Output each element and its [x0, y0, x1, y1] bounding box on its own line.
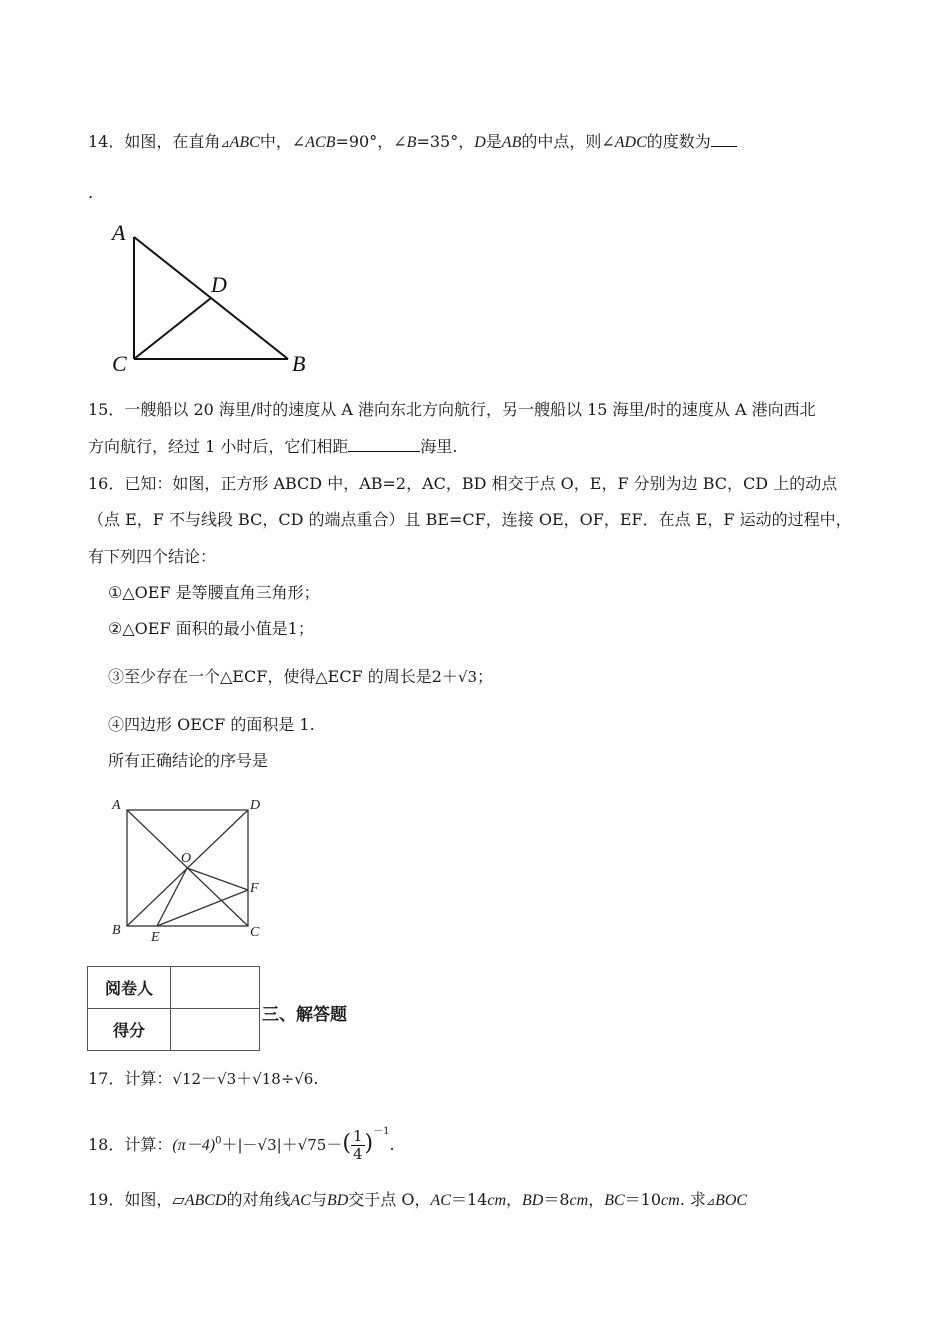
- segment-cd: [134, 298, 211, 359]
- q19-text-3: 与: [310, 1190, 327, 1209]
- q16-conclusion-2: ②△OEF 面积的最小值是1；: [108, 619, 314, 638]
- q14-dot: .: [88, 183, 94, 202]
- q17-line: [88, 1068, 318, 1090]
- q14-angle-acb: ACB: [305, 134, 336, 151]
- q14-segment-ab: AB: [501, 134, 522, 151]
- q18-frac-den: 4: [352, 1145, 363, 1163]
- q19-triangle-boc: BOC: [715, 1192, 748, 1209]
- q18-frac-num: 1: [352, 1127, 363, 1145]
- q16-line-2: （点 E，F 不与线段 BC，CD 的端点重合）且 BE=CF，连接 OE，OF，EF．在点 E，F 运动的过程中，: [88, 510, 852, 529]
- q18-abs-root-3: |－√3|: [237, 1136, 282, 1154]
- q16-c3-expr: 2＋: [431, 667, 458, 686]
- q17-number: 17．: [88, 1069, 125, 1088]
- q19-text-2: 的对角线: [226, 1190, 291, 1209]
- q15-text-b: 海里.: [420, 437, 458, 456]
- q14-text-3: 是: [485, 132, 502, 151]
- q19-diagonal-ac: AC: [290, 1192, 311, 1209]
- q16-c3-end: ；: [477, 667, 494, 686]
- q16-conclusion-1: ①△OEF 是等腰直角三角形；: [108, 583, 320, 602]
- triangle-symbol: ⊿: [705, 1195, 716, 1208]
- segment-of: [187, 868, 248, 890]
- q14-angle-b: B: [406, 134, 417, 151]
- q18-end: .: [389, 1135, 395, 1154]
- q18-number: 18．: [88, 1135, 125, 1154]
- q14-triangle-abc: ABC: [229, 134, 260, 151]
- angle-symbol: ∠: [291, 132, 306, 151]
- q14-point-d: D: [474, 134, 486, 151]
- q14-text-1: 如图，在直角: [124, 132, 221, 151]
- q19-comma-2: ，: [588, 1190, 605, 1209]
- label-c: C: [250, 925, 260, 940]
- q18-pi-term: (π－4): [172, 1137, 216, 1154]
- q14-answer-blank[interactable]: [711, 145, 737, 147]
- reviewer-label: 阅卷人: [88, 967, 171, 1009]
- q18-line: 18．计算：$(\pi-4)^0+|-√3|+√75-$( $\frac{1}{4}$ )$^{-1}$.: [88, 1125, 395, 1163]
- q14-text-5: 的度数为: [646, 132, 711, 151]
- q18-exp-zero: 0: [215, 1135, 222, 1147]
- q16-line-3: 有下列四个结论：: [88, 547, 217, 566]
- q16-question: 所有正确结论的序号是: [108, 751, 269, 770]
- label-d: D: [250, 798, 261, 813]
- q14-text-4: 的中点，则: [521, 132, 602, 151]
- q16-line-1: 16．已知：如图，正方形 ABCD 中，AB=2，AC，BD 相交于点 O，E，F 分别为边 BC，CD 上的动点: [88, 474, 838, 493]
- q19-line: [88, 1189, 747, 1213]
- reviewer-field[interactable]: [171, 967, 260, 1009]
- angle-symbol: ∠: [601, 132, 615, 151]
- q18-plus: ＋: [221, 1135, 238, 1154]
- label-c: C: [112, 351, 127, 376]
- q17-op-3: ÷: [280, 1069, 295, 1088]
- q18-exp-neg-one: －1: [373, 1125, 390, 1137]
- q16-c3-text: ③至少存在一个△ECF，使得△ECF 的周长是: [108, 667, 432, 686]
- segment-oe: [157, 868, 187, 926]
- q14-value-35: =35°: [416, 132, 459, 151]
- label-a: A: [112, 220, 126, 245]
- q19-parallelogram-abcd: ABCD: [184, 1192, 227, 1209]
- label-b: B: [112, 923, 121, 938]
- angle-symbol: ∠: [393, 132, 407, 151]
- q16-conclusion-3: [108, 666, 493, 688]
- score-field[interactable]: [171, 1009, 260, 1051]
- q14-angle-adc: ADC: [614, 134, 647, 151]
- q17-root-3: √3: [217, 1070, 237, 1088]
- q19-text-4: 交于点 O，: [348, 1190, 431, 1209]
- q15-text-a: 方向航行，经过 1 小时后，它们相距: [88, 437, 349, 456]
- q17-op-1: －: [201, 1069, 218, 1088]
- q19-ac-value: ＝14: [450, 1190, 488, 1209]
- q15-line-1: 15．一艘船以 20 海里/时的速度从 A 港向东北方向航行，另一艘船以 15 海里/时的速度从 A 港向西北: [88, 400, 816, 419]
- q19-number: 19．: [88, 1190, 125, 1209]
- q19-bd-value: ＝8: [543, 1190, 570, 1209]
- q16-square-figure: [108, 792, 278, 950]
- q18-minus: －: [326, 1135, 343, 1154]
- q19-ac-label: AC: [430, 1192, 451, 1209]
- section-title: 三、解答题: [262, 1005, 347, 1025]
- q17-root-18: √18: [252, 1070, 281, 1088]
- q14-text-2: 中，: [259, 132, 292, 151]
- q19-comma-1: ，: [506, 1190, 523, 1209]
- q19-unit-3: cm: [661, 1192, 680, 1209]
- label-d: D: [211, 272, 227, 297]
- right-triangle-symbol: ⊿: [220, 137, 230, 150]
- q16-c3-root: √3: [457, 668, 478, 686]
- q19-unit-1: cm: [487, 1192, 506, 1209]
- q14-line: [88, 131, 737, 155]
- q17-text: 计算：: [124, 1069, 173, 1088]
- label-b: B: [292, 351, 306, 376]
- label-o: O: [181, 851, 192, 866]
- label-f: F: [250, 881, 259, 896]
- q14-number: 14．: [88, 132, 125, 151]
- q19-bc-value: ＝10: [624, 1190, 662, 1209]
- q18-plus-2: ＋: [281, 1135, 298, 1154]
- q19-text-1: 如图，: [124, 1190, 173, 1209]
- segment-ef: [157, 890, 248, 926]
- q17-op-2: ＋: [236, 1069, 253, 1088]
- q19-bc-label: BC: [604, 1192, 625, 1209]
- parallelogram-symbol: ▱: [172, 1190, 185, 1209]
- label-a: A: [112, 798, 121, 813]
- q19-unit-2: cm: [569, 1192, 589, 1209]
- q19-bd-label: BD: [522, 1192, 544, 1209]
- q19-text-5: . 求: [679, 1190, 706, 1209]
- label-e: E: [151, 930, 160, 945]
- q15-answer-blank[interactable]: [348, 450, 420, 452]
- q16-conclusion-4: ④四边形 OECF 的面积是 1.: [108, 715, 315, 734]
- q18-text: 计算：: [124, 1135, 173, 1154]
- score-label: 得分: [88, 1009, 171, 1051]
- q15-line-2: [88, 436, 457, 458]
- grading-table: [87, 966, 260, 1051]
- q18-fraction: [351, 1128, 365, 1163]
- q14-triangle-figure: [100, 215, 330, 380]
- q17-root-6: √6: [294, 1070, 314, 1088]
- q19-diagonal-bd: BD: [326, 1192, 349, 1209]
- q14-value-90: =90°: [335, 132, 378, 151]
- q14-comma: ，: [377, 132, 394, 151]
- q17-end: .: [313, 1069, 319, 1088]
- q17-root-12: √12: [172, 1070, 202, 1088]
- q14-comma: ，: [458, 132, 475, 151]
- q18-root-75: √75: [297, 1136, 327, 1154]
